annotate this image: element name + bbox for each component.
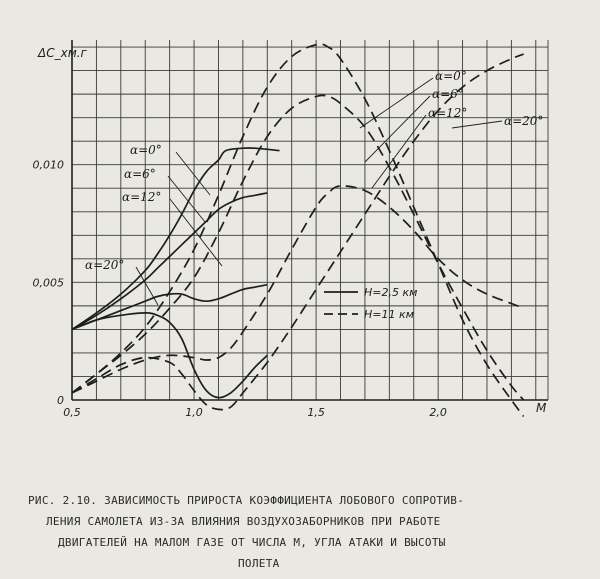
annotation-leader-line (365, 96, 430, 162)
chart-legend (324, 286, 417, 321)
angle-of-attack-label: α=0° (130, 143, 162, 157)
angle-of-attack-label: α=20° (504, 114, 544, 128)
angle-of-attack-label: α=20° (85, 258, 125, 272)
series-line-h11km (72, 186, 524, 393)
annotation-leader-line (170, 199, 222, 266)
caption-line: ДВИГАТЕЛЕЙ НА МАЛОМ ГАЗЕ ОТ ЧИСЛА М, УГЛА АТАКИ И ВЫСОТЫ (58, 536, 446, 549)
angle-of-attack-label: α=12° (428, 106, 468, 120)
figure-caption (28, 490, 573, 574)
x-tick-label: 2,0 (429, 406, 447, 419)
angle-of-attack-label: α=6° (124, 167, 156, 181)
y-axis-label: ΔC_xм.г (38, 46, 87, 60)
caption-line: РИС. 2.10. ЗАВИСИМОСТЬ ПРИРОСТА КОЭФФИЦИЕНТА ЛОБОВОГО СОПРОТИВ- (28, 494, 465, 507)
annotation-leader-line (452, 121, 502, 128)
caption-line: ПОЛЕТА (238, 557, 280, 570)
legend-label: H=2,5 км (364, 286, 418, 299)
curve-annotations (85, 69, 543, 272)
caption-line: ЛЕНИЯ САМОЛЕТА ИЗ-ЗА ВЛИЯНИЯ ВОЗДУХОЗАБОРНИКОВ ПРИ РАБОТЕ (46, 515, 441, 528)
x-tick-label: 0,5 (63, 406, 81, 419)
x-tick-label: 1,5 (307, 406, 325, 419)
angle-of-attack-label: α=6° (432, 87, 464, 101)
x-axis-label: M (536, 401, 547, 415)
x-tick-label: 1,0 (185, 406, 203, 419)
legend-label: H=11 км (364, 308, 414, 321)
annotation-leader-line (136, 267, 158, 305)
angle-of-attack-label: α=12° (122, 190, 162, 204)
angle-of-attack-label: α=0° (435, 69, 467, 83)
y-tick-label: 0,005 (32, 276, 64, 290)
y-tick-label: 0,010 (32, 158, 64, 172)
y-tick-label: 0 (57, 394, 64, 407)
